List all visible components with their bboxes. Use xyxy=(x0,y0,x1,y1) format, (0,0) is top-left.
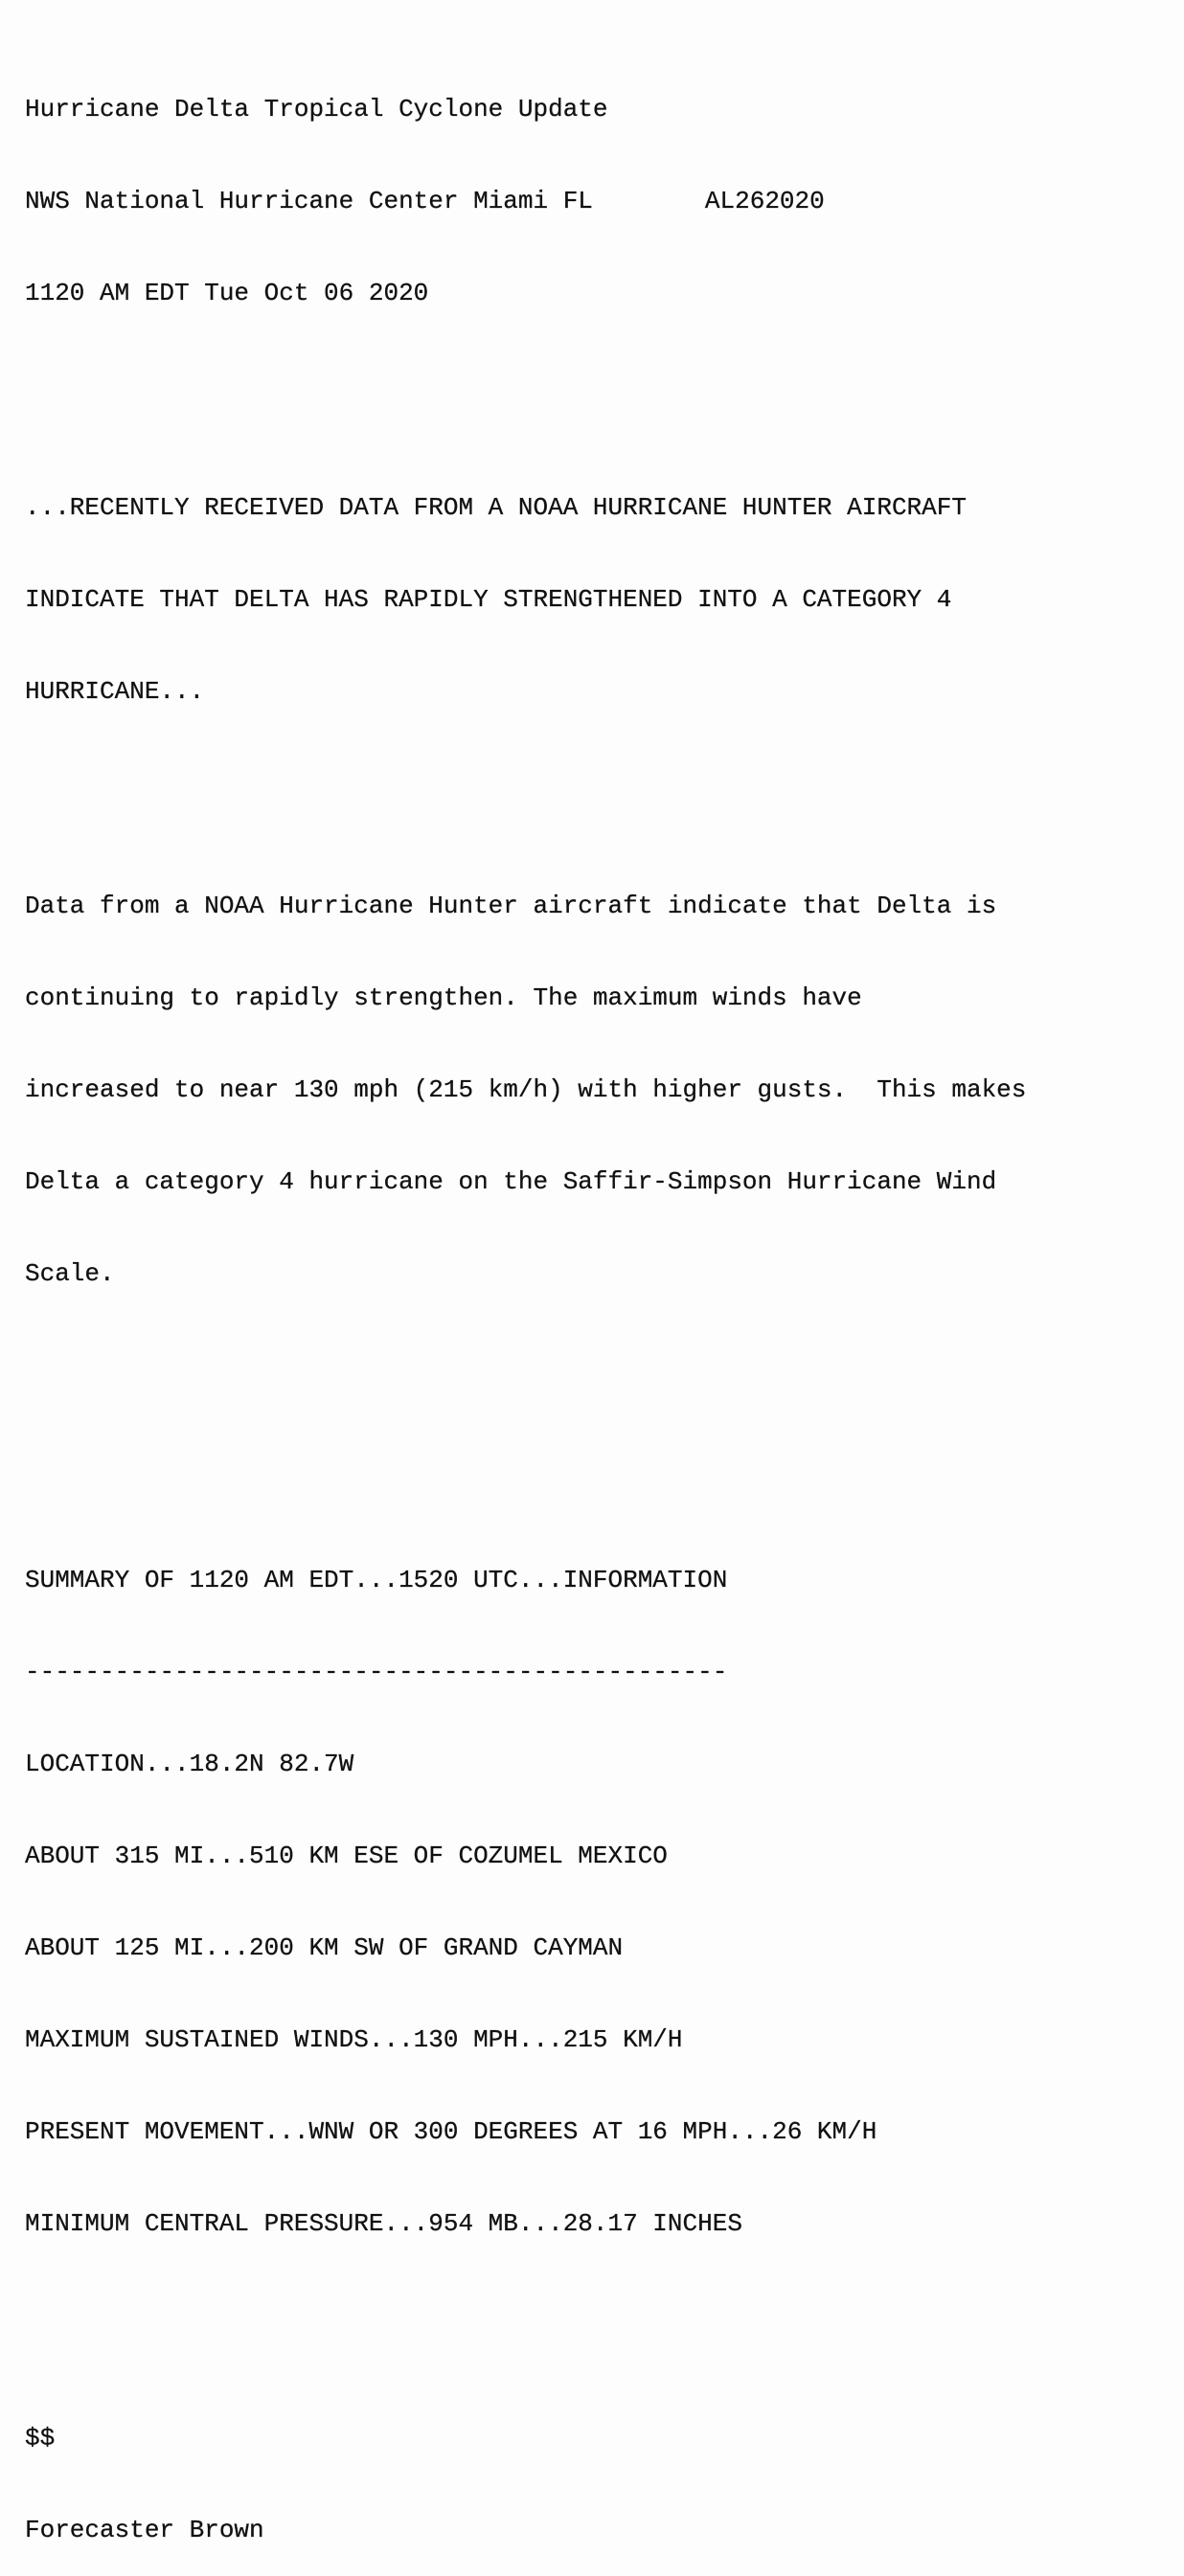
storm-id: AL262020 xyxy=(704,187,825,215)
headline-line: ...RECENTLY RECEIVED DATA FROM A NOAA HURRICANE HUNTER AIRCRAFT xyxy=(25,493,967,522)
summary-title: SUMMARY OF 1120 AM EDT...1520 UTC...INFORMATION xyxy=(25,1566,728,1594)
summary-rule: ----------------------------------------------- xyxy=(25,1658,728,1686)
summary-location: LOCATION...18.2N 82.7W xyxy=(25,1750,354,1778)
summary-distance-grand-cayman: ABOUT 125 MI...200 KM SW OF GRAND CAYMAN xyxy=(25,1933,624,1962)
issue-time: 1120 AM EDT Tue Oct 06 2020 xyxy=(25,279,429,307)
summary-pressure: MINIMUM CENTRAL PRESSURE...954 MB...28.17 INCHES xyxy=(25,2209,742,2238)
forecaster-signature: Forecaster Brown xyxy=(25,2516,264,2544)
bulletin-text xyxy=(25,33,1026,2576)
body-line: Scale. xyxy=(25,1259,115,1288)
office-line xyxy=(25,186,1026,216)
summary-distance-cozumel: ABOUT 315 MI...510 KM ESE OF COZUMEL MEXICO xyxy=(25,1842,668,1870)
body-line: continuing to rapidly strengthen. The maximum winds have xyxy=(25,983,862,1012)
body-line: Data from a NOAA Hurricane Hunter aircraft indicate that Delta is xyxy=(25,892,997,920)
issuing-office: NWS National Hurricane Center Miami FL xyxy=(25,187,593,215)
headline-line: INDICATE THAT DELTA HAS RAPIDLY STRENGTHENED INTO A CATEGORY 4 xyxy=(25,585,952,614)
headline-line: HURRICANE... xyxy=(25,677,205,706)
bulletin-title: Hurricane Delta Tropical Cyclone Update xyxy=(25,95,608,124)
body-line: Delta a category 4 hurricane on the Saffir-Simpson Hurricane Wind xyxy=(25,1167,997,1196)
summary-movement: PRESENT MOVEMENT...WNW OR 300 DEGREES AT 16 MPH...26 KM/H xyxy=(25,2117,877,2146)
summary-max-winds: MAXIMUM SUSTAINED WINDS...130 MPH...215 KM/H xyxy=(25,2025,683,2054)
body-line: increased to near 130 mph (215 km/h) with higher gusts. This makes xyxy=(25,1075,1027,1104)
bulletin-terminator: $$ xyxy=(25,2424,56,2452)
